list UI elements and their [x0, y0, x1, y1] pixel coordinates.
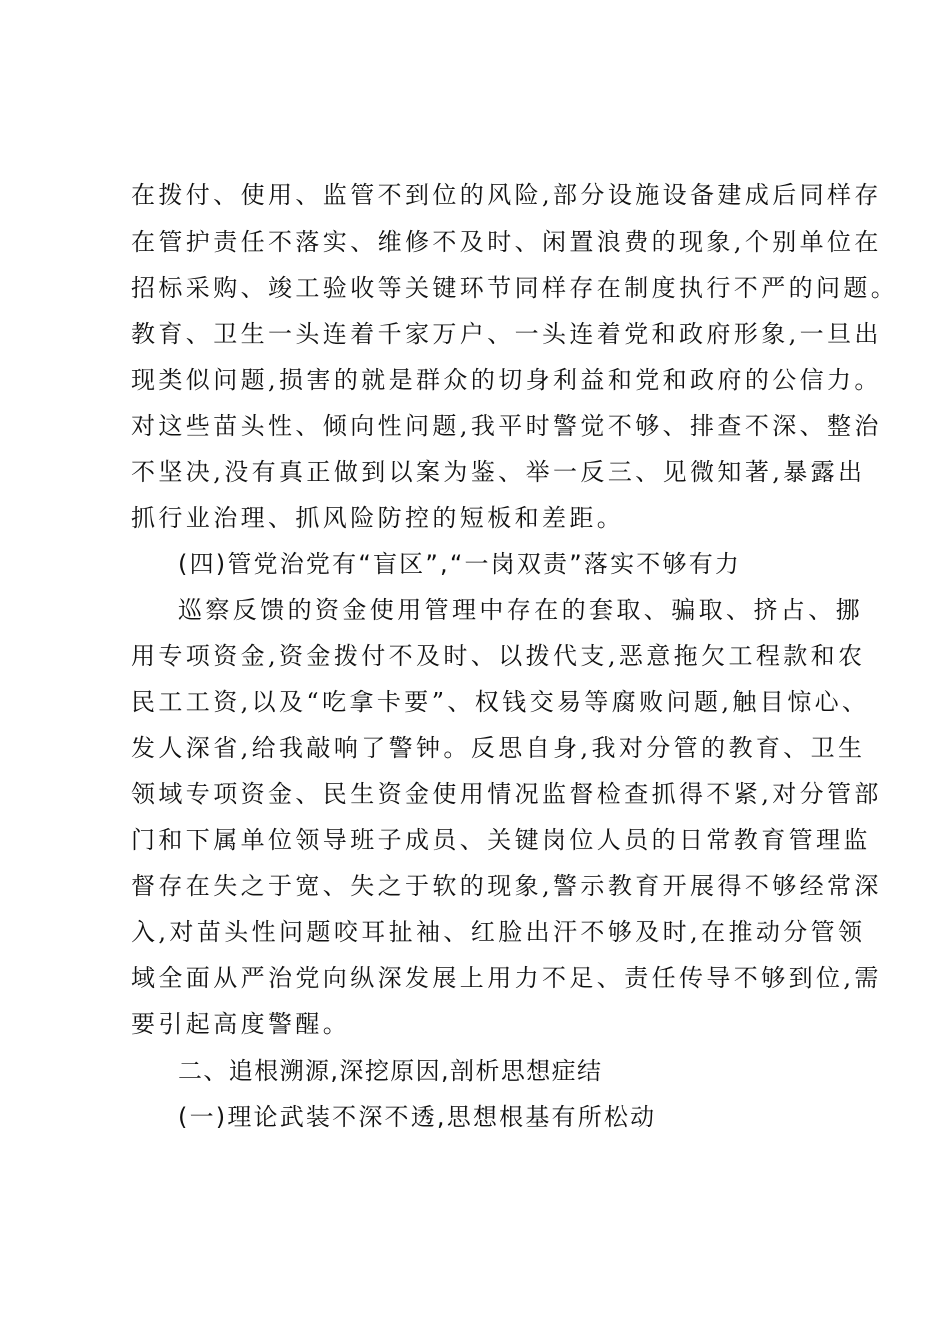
section-subheading-4: (四)管党治党有“盲区”,“一岗双责”落实不够有力: [178, 550, 742, 578]
paragraph-line: 发人深省,给我敲响了警钟。反思自身,我对分管的教育、卫生: [131, 734, 866, 762]
paragraph-line: 教育、卫生一头连着千家万户、一头连着党和政府形象,一旦出: [131, 320, 882, 348]
paragraph-line: 督存在失之于宽、失之于软的现象,警示教育开展得不够经常深: [131, 872, 882, 900]
paragraph-line: 领域专项资金、民生资金使用情况监督检查抓得不紧,对分管部: [131, 780, 882, 808]
paragraph-line: 要引起高度警醒。: [131, 1010, 351, 1038]
paragraph-line: 在拨付、使用、监管不到位的风险,部分设施设备建成后同样存: [131, 181, 882, 209]
paragraph-line: 门和下属单位领导班子成员、关键岗位人员的日常教育管理监: [131, 826, 871, 854]
paragraph-line: 巡察反馈的资金使用管理中存在的套取、骗取、挤占、挪: [178, 596, 863, 624]
paragraph-line: 用专项资金,资金拨付不及时、以拨代支,恶意拖欠工程款和农: [131, 642, 866, 670]
paragraph-line: 域全面从严治党向纵深发展上用力不足、责任传导不够到位,需: [131, 964, 882, 992]
paragraph-line: 在管护责任不落实、维修不及时、闲置浪费的现象,个别单位在: [131, 228, 882, 256]
paragraph-line: 现类似问题,损害的就是群众的切身利益和党和政府的公信力。: [131, 366, 882, 394]
paragraph-line: 对这些苗头性、倾向性问题,我平时警觉不够、排查不深、整治: [131, 412, 882, 440]
paragraph-line: 不坚决,没有真正做到以案为鉴、举一反三、见微知著,暴露出: [131, 458, 866, 486]
paragraph-line: 抓行业治理、抓风险防控的短板和差距。: [131, 504, 625, 532]
paragraph-line: 招标采购、竣工验收等关键环节同样存在制度执行不严的问题。: [131, 274, 899, 302]
section-subheading-1: (一)理论武装不深不透,思想根基有所松动: [178, 1103, 657, 1131]
paragraph-line: 民工工资,以及“吃拿卡要”、权钱交易等腐败问题,触目惊心、: [131, 688, 870, 716]
section-heading-2: 二、追根溯源,深挖原因,剖析思想症结: [178, 1057, 603, 1085]
paragraph-line: 入,对苗头性问题咬耳扯袖、红脸出汗不够及时,在推动分管领: [131, 918, 866, 946]
